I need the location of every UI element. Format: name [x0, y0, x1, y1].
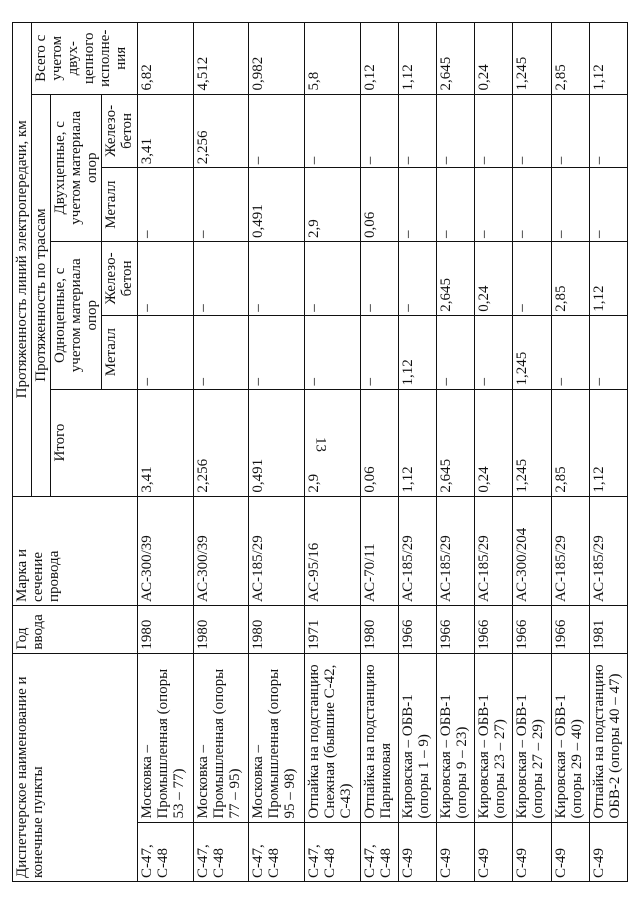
table-row [304, 23, 360, 882]
row-code: С-49 [437, 822, 475, 881]
row-year: 1980 [193, 606, 249, 654]
row-code: С-47, С-48 [360, 822, 398, 881]
row-single-metal: – [193, 315, 249, 389]
row-double-concrete: – [513, 94, 551, 168]
row-year: 1966 [398, 606, 436, 654]
row-single-metal: – [360, 315, 398, 389]
row-code: С-47, С-48 [193, 822, 249, 881]
row-wire: АС-185/29 [249, 496, 305, 605]
row-code: С-47, С-48 [138, 822, 194, 881]
row-name: Отпайка на подстанцию Парниковая [360, 653, 398, 822]
row-name: Кировская – ОБВ-1 (опоры 29 – 40) [551, 653, 589, 822]
row-single-metal: – [551, 315, 589, 389]
table-row [589, 23, 627, 882]
row-double-concrete: – [437, 94, 475, 168]
row-total: 0,24 [475, 389, 513, 496]
row-grand-total: 6,82 [138, 23, 194, 95]
table-row [551, 23, 589, 882]
row-name: Московка – Промышленная (опоры 53 – 77) [138, 653, 194, 822]
row-single-metal: – [138, 315, 194, 389]
row-code: С-47, С-48 [249, 822, 305, 881]
row-year: 1981 [589, 606, 627, 654]
row-single-concrete: 2,85 [551, 242, 589, 316]
header-double-concrete: Железо-бетон [102, 94, 138, 168]
row-double-concrete: – [589, 94, 627, 168]
row-wire: АС-185/29 [551, 496, 589, 605]
table-row [437, 23, 475, 882]
row-grand-total: 2,645 [437, 23, 475, 95]
row-total: 1,245 [513, 389, 551, 496]
row-total: 0,06 [360, 389, 398, 496]
table-row [249, 23, 305, 882]
row-single-metal: – [304, 315, 360, 389]
row-single-concrete: – [193, 242, 249, 316]
row-grand-total: 0,982 [249, 23, 305, 95]
row-grand-total: 5,8 [304, 23, 360, 95]
row-wire: АС-185/29 [398, 496, 436, 605]
row-name: Отпайка на подстанцию Снежная (бывшие С-42, С-43) [304, 653, 360, 822]
row-single-concrete: – [513, 242, 551, 316]
row-grand-total: 0,12 [360, 23, 398, 95]
row-double-concrete: – [249, 94, 305, 168]
row-single-concrete: – [304, 242, 360, 316]
row-grand-total: 1,245 [513, 23, 551, 95]
header-double-metal: Металл [102, 168, 138, 242]
table-row [513, 23, 551, 882]
row-single-concrete: – [249, 242, 305, 316]
row-grand-total: 4,512 [193, 23, 249, 95]
header-total: Итого [51, 389, 138, 496]
row-single-metal: 1,245 [513, 315, 551, 389]
row-code: С-49 [513, 822, 551, 881]
row-wire: АС-300/204 [513, 496, 551, 605]
row-grand-total: 0,24 [475, 23, 513, 95]
row-double-metal: – [398, 168, 436, 242]
row-double-concrete: 2,256 [193, 94, 249, 168]
row-total: 1,12 [398, 389, 436, 496]
row-total: 1,12 [589, 389, 627, 496]
row-wire: АС-185/29 [437, 496, 475, 605]
row-code: С-49 [589, 822, 627, 881]
row-code: С-49 [475, 822, 513, 881]
row-name: Кировская – ОБВ-1 (опоры 27 – 29) [513, 653, 551, 822]
row-wire: АС-185/29 [589, 496, 627, 605]
row-double-metal: – [589, 168, 627, 242]
row-double-metal: – [437, 168, 475, 242]
row-code: С-47, С-48 [304, 822, 360, 881]
row-single-metal: – [475, 315, 513, 389]
row-name: Московка – Промышленная (опоры 95 – 98) [249, 653, 305, 822]
row-year: 1971 [304, 606, 360, 654]
row-double-concrete: – [398, 94, 436, 168]
row-name: Кировская – ОБВ-1 (опоры 23 – 27) [475, 653, 513, 822]
header-dispatch-name: Диспетчерское наименование и конечные пункты [13, 653, 138, 881]
row-code: С-49 [398, 822, 436, 881]
table-row [138, 23, 194, 882]
header-by-routes: Протяженность по трассам [32, 94, 51, 496]
row-single-metal: – [249, 315, 305, 389]
row-double-metal: 2,9 [304, 168, 360, 242]
row-double-metal: 0,06 [360, 168, 398, 242]
row-double-concrete: – [551, 94, 589, 168]
table-row [398, 23, 436, 882]
row-total: 3,41 [138, 389, 194, 496]
row-double-concrete: – [360, 94, 398, 168]
power-lines-table [12, 22, 628, 882]
row-double-metal: – [513, 168, 551, 242]
row-wire: АС-300/39 [193, 496, 249, 605]
header-single-circuit: Одноцепные, с учетом материала опор [51, 242, 102, 390]
row-single-concrete: 1,12 [589, 242, 627, 316]
row-code: С-49 [551, 822, 589, 881]
row-grand-total: 1,12 [589, 23, 627, 95]
row-name: Отпайка на подстанцию ОБВ-2 (опоры 40 – 47) [589, 653, 627, 822]
row-name: Кировская – ОБВ-1 (опоры 9 – 23) [437, 653, 475, 822]
row-double-metal: – [475, 168, 513, 242]
row-single-concrete: – [138, 242, 194, 316]
header-single-metal: Металл [102, 315, 138, 389]
row-year: 1980 [138, 606, 194, 654]
row-single-concrete: 0,24 [475, 242, 513, 316]
row-single-metal: – [589, 315, 627, 389]
table-row [360, 23, 398, 882]
header-length-lines: Протяженность линий электропередачи, км [13, 23, 32, 497]
row-single-metal: 1,12 [398, 315, 436, 389]
row-double-concrete: 3,41 [138, 94, 194, 168]
row-wire: АС-185/29 [475, 496, 513, 605]
row-year: 1980 [360, 606, 398, 654]
row-double-metal: 0,491 [249, 168, 305, 242]
row-year: 1966 [437, 606, 475, 654]
row-year: 1966 [513, 606, 551, 654]
row-total: 2,85 [551, 389, 589, 496]
row-wire: АС-300/39 [138, 496, 194, 605]
row-name: Московка – Промышленная (опоры 77 – 95) [193, 653, 249, 822]
row-total: 0,491 [249, 389, 305, 496]
row-year: 1980 [249, 606, 305, 654]
row-single-metal: – [437, 315, 475, 389]
row-year: 1966 [475, 606, 513, 654]
row-name: Кировская – ОБВ-1 (опоры 1 – 9) [398, 653, 436, 822]
row-total: 2,645 [437, 389, 475, 496]
row-year: 1966 [551, 606, 589, 654]
page-number: 13 [312, 437, 329, 452]
row-single-concrete: 2,645 [437, 242, 475, 316]
row-total: 2,256 [193, 389, 249, 496]
row-double-concrete: – [475, 94, 513, 168]
header-year: Год ввода [13, 606, 138, 654]
header-double-circuit: Двухцепные, с учетом материала опор [51, 94, 102, 242]
row-wire: АС-70/11 [360, 496, 398, 605]
table-row [193, 23, 249, 882]
header-total-with-double: Всего с учетом двух-цепного исполне-ния [32, 23, 138, 95]
row-double-metal: – [193, 168, 249, 242]
row-grand-total: 2,85 [551, 23, 589, 95]
header-single-concrete: Железо-бетон [102, 242, 138, 316]
table-row [475, 23, 513, 882]
row-grand-total: 1,12 [398, 23, 436, 95]
row-double-concrete: – [304, 94, 360, 168]
row-double-metal: – [138, 168, 194, 242]
header-wire: Марка и сечение провода [13, 496, 138, 605]
row-total: 2,9 [304, 389, 360, 496]
row-double-metal: – [551, 168, 589, 242]
row-single-concrete: – [360, 242, 398, 316]
rotated-page [12, 22, 628, 882]
row-wire: АС-95/16 [304, 496, 360, 605]
row-single-concrete: – [398, 242, 436, 316]
